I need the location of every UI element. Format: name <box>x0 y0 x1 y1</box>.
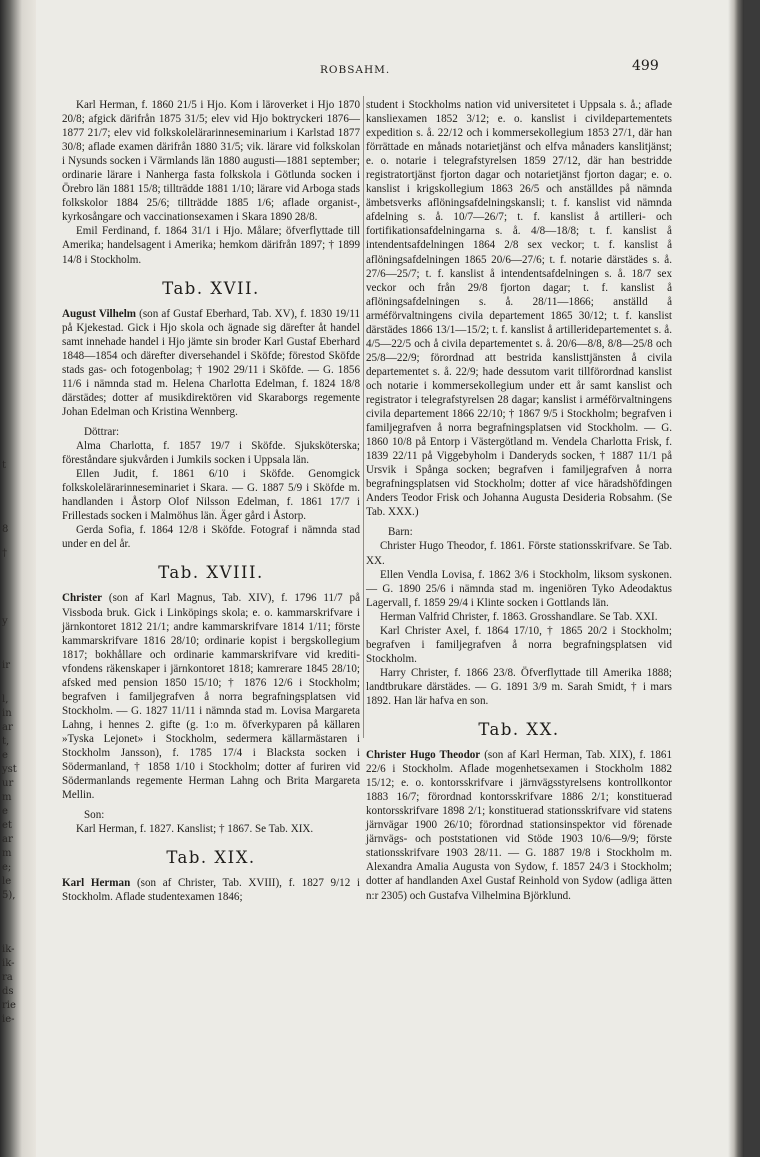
right-column <box>366 98 672 903</box>
gutter-fragment: e; <box>2 862 12 873</box>
page-number: 499 <box>632 58 659 74</box>
gutter-fragment: 5), <box>2 890 16 901</box>
entry-ellen-judit: Ellen Judit, f. 1861 6/10 i Sköfde. Genomgick folkskolelärarinneseminariet i Skara. — G. 1887 5/9 i Sköfde m. handlanden i Åstorp Olof Nilsson Edelman, f. 1861 17/7 i Frillestads socken i Malmöhus län. Äger gård i Åstorp. <box>62 468 360 523</box>
page-edge <box>728 0 744 1157</box>
gutter-fragment: ik- <box>2 958 15 969</box>
entry-alma-charlotta: Alma Charlotta, f. 1857 19/7 i Sköfde. Sjuksköterska; föreståndare sjukvården i Jumkils socken i Uppsala län. <box>62 440 360 467</box>
section-heading-tab-xx: Tab. XX. <box>478 720 560 740</box>
running-head: ROBSAHM. <box>320 64 391 76</box>
entry-august-vilhelm <box>62 307 360 419</box>
book-page <box>36 0 744 1157</box>
entry-gerda-sofia: Gerda Sofia, f. 1864 12/8 i Sköfde. Fotograf i nämnda stad under en del år. <box>62 524 360 551</box>
entry-harry-christer: Harry Christer, f. 1866 23/8. Öfverflyttade till Amerika 1888; landtbrukare därstädes. — G. 1891 3/9 m. Sarah Smidt, † i mars 1892. Han lär hafva en son. <box>366 666 672 707</box>
entry-christer-hugo-theodor-short: Christer Hugo Theodor, f. 1861. Förste stationsskrifvare. Se Tab. XX. <box>366 540 672 567</box>
gutter-fragment: le <box>2 876 12 887</box>
gutter-fragment: y <box>2 616 8 627</box>
subheading-barn: Barn: <box>388 526 413 539</box>
section-heading-tab-xix: Tab. XIX. <box>166 848 256 868</box>
gutter-fragment: e <box>2 806 8 817</box>
gutter-fragment: ie- <box>2 1014 15 1025</box>
gutter-fragment: † <box>2 548 7 559</box>
gutter-fragment: in <box>2 708 12 719</box>
entry-name: Karl Herman <box>62 877 131 890</box>
gutter-fragment: et <box>2 820 12 831</box>
entry-karl-herman-short: Karl Herman, f. 1827. Kanslist; † 1867. Se Tab. XIX. <box>76 823 314 836</box>
subheading-son: Son: <box>84 809 105 822</box>
gutter-fragment: t <box>2 460 7 471</box>
binding-gutter <box>0 0 36 1157</box>
entry-christer-hugo-theodor <box>366 748 672 903</box>
gutter-fragment: e <box>2 750 8 761</box>
gutter-fragment: 8 <box>2 524 9 535</box>
gutter-fragment: t, <box>2 736 10 747</box>
subheading-dottrar: Döttrar: <box>84 425 120 438</box>
gutter-fragment: m <box>2 792 12 803</box>
section-heading-tab-xvii: Tab. XVII. <box>162 278 260 298</box>
gutter-fragment: m <box>2 848 12 859</box>
gutter-fragment: ar <box>2 722 13 733</box>
section-heading-tab-xviii: Tab. XVIII. <box>158 563 264 583</box>
entry-text: (son af Christer, Tab. XVIII), f. 1827 9/12 i Stockholm. Aflade studentexamen 1846; <box>62 877 361 904</box>
entry-text: (son af Karl Herman, Tab. XIX), f. 1861 22/6 i Stockholm. Aflade mogenhetsexamen i Stockholm 1882 15/12; e. o. kontorsskrifvare i järnvägsstyrelsens kontrollkontor 1883 16/7; förordnad kontorsskrifvare 1886 2/1; konstituerad kontorsskrifvare 1898 2/1; konstituerad stationsskrifvare vid statens järnvägar 1900 26/10; förordnad stationsinspektor vid förenade järnvägs- och poststationen vid Stöde 1903 10/6—9/9; förste stationsskrifvare 1903 28/11. — G. 1887 19/8 i Stockholm m. Alexandra Amalia Augusta von Sydow, f. 1857 24/3 i Stockholm; dotter af handlanden Axel Gustaf Reinhold von Sydow (adliga ätten n:r 2305) och Gustafva Vilhelmina Björklund. <box>366 749 672 902</box>
entry-karl-herman-main <box>62 876 360 904</box>
gutter-fragment: ur <box>2 778 14 789</box>
entry-name: Christer Hugo Theodor <box>366 749 481 762</box>
entry-karl-christer-axel: Karl Christer Axel, f. 1864 17/10, † 1865 20/2 i Stockholm; begrafven i familjegrafven å norra begrafningsplatsen vid Stockholm. <box>366 624 672 665</box>
gutter-fragment: ds <box>2 986 14 997</box>
entry-ellen-vendla-lovisa: Ellen Vendla Lovisa, f. 1862 3/6 i Stockholm, liksom syskonen. — G. 1890 25/6 i nämnda stad m. ingeniören Tyko Adeodaktus Lagervall, f. 1859 29/4 i Klinte socken i Gottlands län. <box>366 568 672 609</box>
entry-text: (son af Gustaf Eberhard, Tab. XV), f. 1830 19/11 på Kjekestad. Gick i Hjo skola och ägnade sig därefter åt handel samt innehade handel i Hjo jämte sin broder Karl Gustaf Eberhard 1848—1854 och därefter diversehandel i Sköfde; förestod Sköfde stads gas- och fotogenbolag; † 1902 29/11 i Sköfde. — G. 1856 11/6 i nämnda stad m. Helena Charlotta Edelman, f. 1824 18/8 därstädes; dotter af musikdirektören vid Skaraborgs regemente Johan Edelman och Kristina Wennberg. <box>62 307 360 418</box>
entry-karl-herman-continued: student i Stockholms nation vid universitetet i Uppsala s. å.; aflade kansliexamen 1852 3/12; e. o. kanslist i civildepartementets expedition s. å. 22/12 och i kommersekollegium 1853 27/1, där han förrättade en månads notarietjänst och elfva månaders kanslitjänst; e. o. notarie i telegrafstyrelsen 1859 27/12, där han bestridde registratortjänst fjorton dagar och notarietjänst fjorton dagar; e. o. kanslist i krigskollegium 1863 26/5 och anställdes på nämnda ämbetsverks aflöningsafdelningskansli; t. f. kanslist vid nämnda afdelning s. å. 10/7—26/7; t. f. kanslist å artilleri- och fortifikationsafdelningarna s. å. 4/8—18/8; t. f. kanslist å intendentsafdelningen 1864 2/8 sex veckor; t. f. kanslist å aflöningsafdelningen 1865 20/6—27/6; t. f. notarie därstädes s. å. 27/6—25/7; t. f. kanslist å intendentsafdelningen s. å. 18/7 sex veckor och från 29/8 fjorton dagar; t. f. kanslist å aflöningsafdelningen s. å. 28/11—1866; anställd å arméförvaltningens civila departement 1865 30/12; t. f. kanslist därstädes 1866 13/1—15/2; t. f. kanslist å artilleridepartementet s. å. 4/5—22/5 och å civila departementet s. å. 20/6—8/8, 8/8—25/8 och 25/8—22/9; förordnad att bestrida kanslisttjänsten å civila departementet s. å. 22/9; hade dessutom varit tillförordnad kanslist och notarie i kommersekollegium under ett år samt kanslist och registrator i telegrafstyrelsen 28 dagar; kanslist i arméförvaltningens civila departement 1866 22/10; † 1867 9/5 i Stockholm; begrafven i familjegrafven å norra begrafningsplatsen vid Stockholm. — G. 1860 10/8 på Entorp i Västergötland m. Vendela Charlotta Frisk, f. 1839 22/11 på Viggebyholm i Danderyds socken, † 1887 11/1 på Ursvik i Spånga socken; begrafven i familjegrafven å norra begrafningsplatsen vid Stockholm; dotter af vice häradshöfdingen Anders Teodor Frisk och Johanna Augusta Desideria Robsahm. (Se Tab. XXX.) <box>366 99 672 519</box>
gutter-fragment: rie <box>2 1000 16 1011</box>
entry-name: August Vilhelm <box>62 307 137 320</box>
gutter-fragment: l, <box>2 694 9 705</box>
column-divider <box>363 96 364 738</box>
gutter-fragment: ra <box>2 972 13 983</box>
entry-herman-valfrid-christer: Herman Valfrid Christer, f. 1863. Grosshandlare. Se Tab. XXI. <box>380 610 658 623</box>
gutter-fragment: ar <box>2 834 13 845</box>
gutter-fragment: ir <box>2 660 10 671</box>
gutter-fragment: yst <box>2 764 17 775</box>
entry-karl-herman: Karl Herman, f. 1860 21/5 i Hjo. Kom i läroverket i Hjo 1870 20/8; afgick därifrån 1875 31/5; elev vid Hjo boktryckeri 1876—1877 21/7; elev vid folkskolelärarinneseminarium i Karlstad 1877 30/8; aflade examen därifrån 1880 31/5; vik. lärare vid folkskolan i Nysunds socken i Värmlands län 1880 augusti—1881 september; ordinarie lärare i Nanherga fasta folkskola i Götlunda socken i Örebro län 1881 15/8; tillträdde 1881 1/10; lärare vid Arboga stads folkskolor 1884 25/6; tillträdde 1885 1/6; aflade organist-, kyrkosångare och vaccinationsexamen i Skara 1890 28/8. <box>62 99 360 224</box>
gutter-fragment: ik- <box>2 944 15 955</box>
entry-emil-ferdinand: Emil Ferdinand, f. 1864 31/1 i Hjo. Målare; öfverflyttade till Amerika; handelsagent i Amerika; hemkom därifrån 1897; † 1899 14/8 i Stockholm. <box>62 225 360 266</box>
left-column <box>62 98 360 904</box>
entry-christer <box>62 591 360 802</box>
entry-name: Christer <box>62 592 103 605</box>
entry-text: (son af Karl Magnus, Tab. XIV), f. 1796 11/7 på Vissboda bruk. Gick i Linköpings skola; e. o. kammarskrifvare i järnkontoret 1812 21/1; andre kammarskrifvare 1814 1/11; förste kammarskrifvare 1816 28/10; ordinarie kopist i bergskollegium 1817; bokhållare och ordinarie kammarskrifvare vid kreditivfondens räkenskaper i järnkontoret 1818; kamrerare 1845 28/10; afsked med pension 1850 15/10; † 1876 12/6 i Stockholm; begrafven i familjegrafven å norra begrafningsplatsen vid Stockholm. — G. 1827 11/11 i nämnda stad m. Lovisa Margareta Lahng, i hennes 2. gifte (g. 1:o m. öfverkyparen på källaren »Tyska Lejonet» i Stockholm, sedermera källarmästaren i Stockholm Jansson), f. 1785 17/4 i Blacksta socken i Södermanland, † 1858 1/10 i Stockholm; dotter af furiren vid Södermanlands regemente Herman Lahng och Brita Margareta Mellin. <box>62 592 360 802</box>
